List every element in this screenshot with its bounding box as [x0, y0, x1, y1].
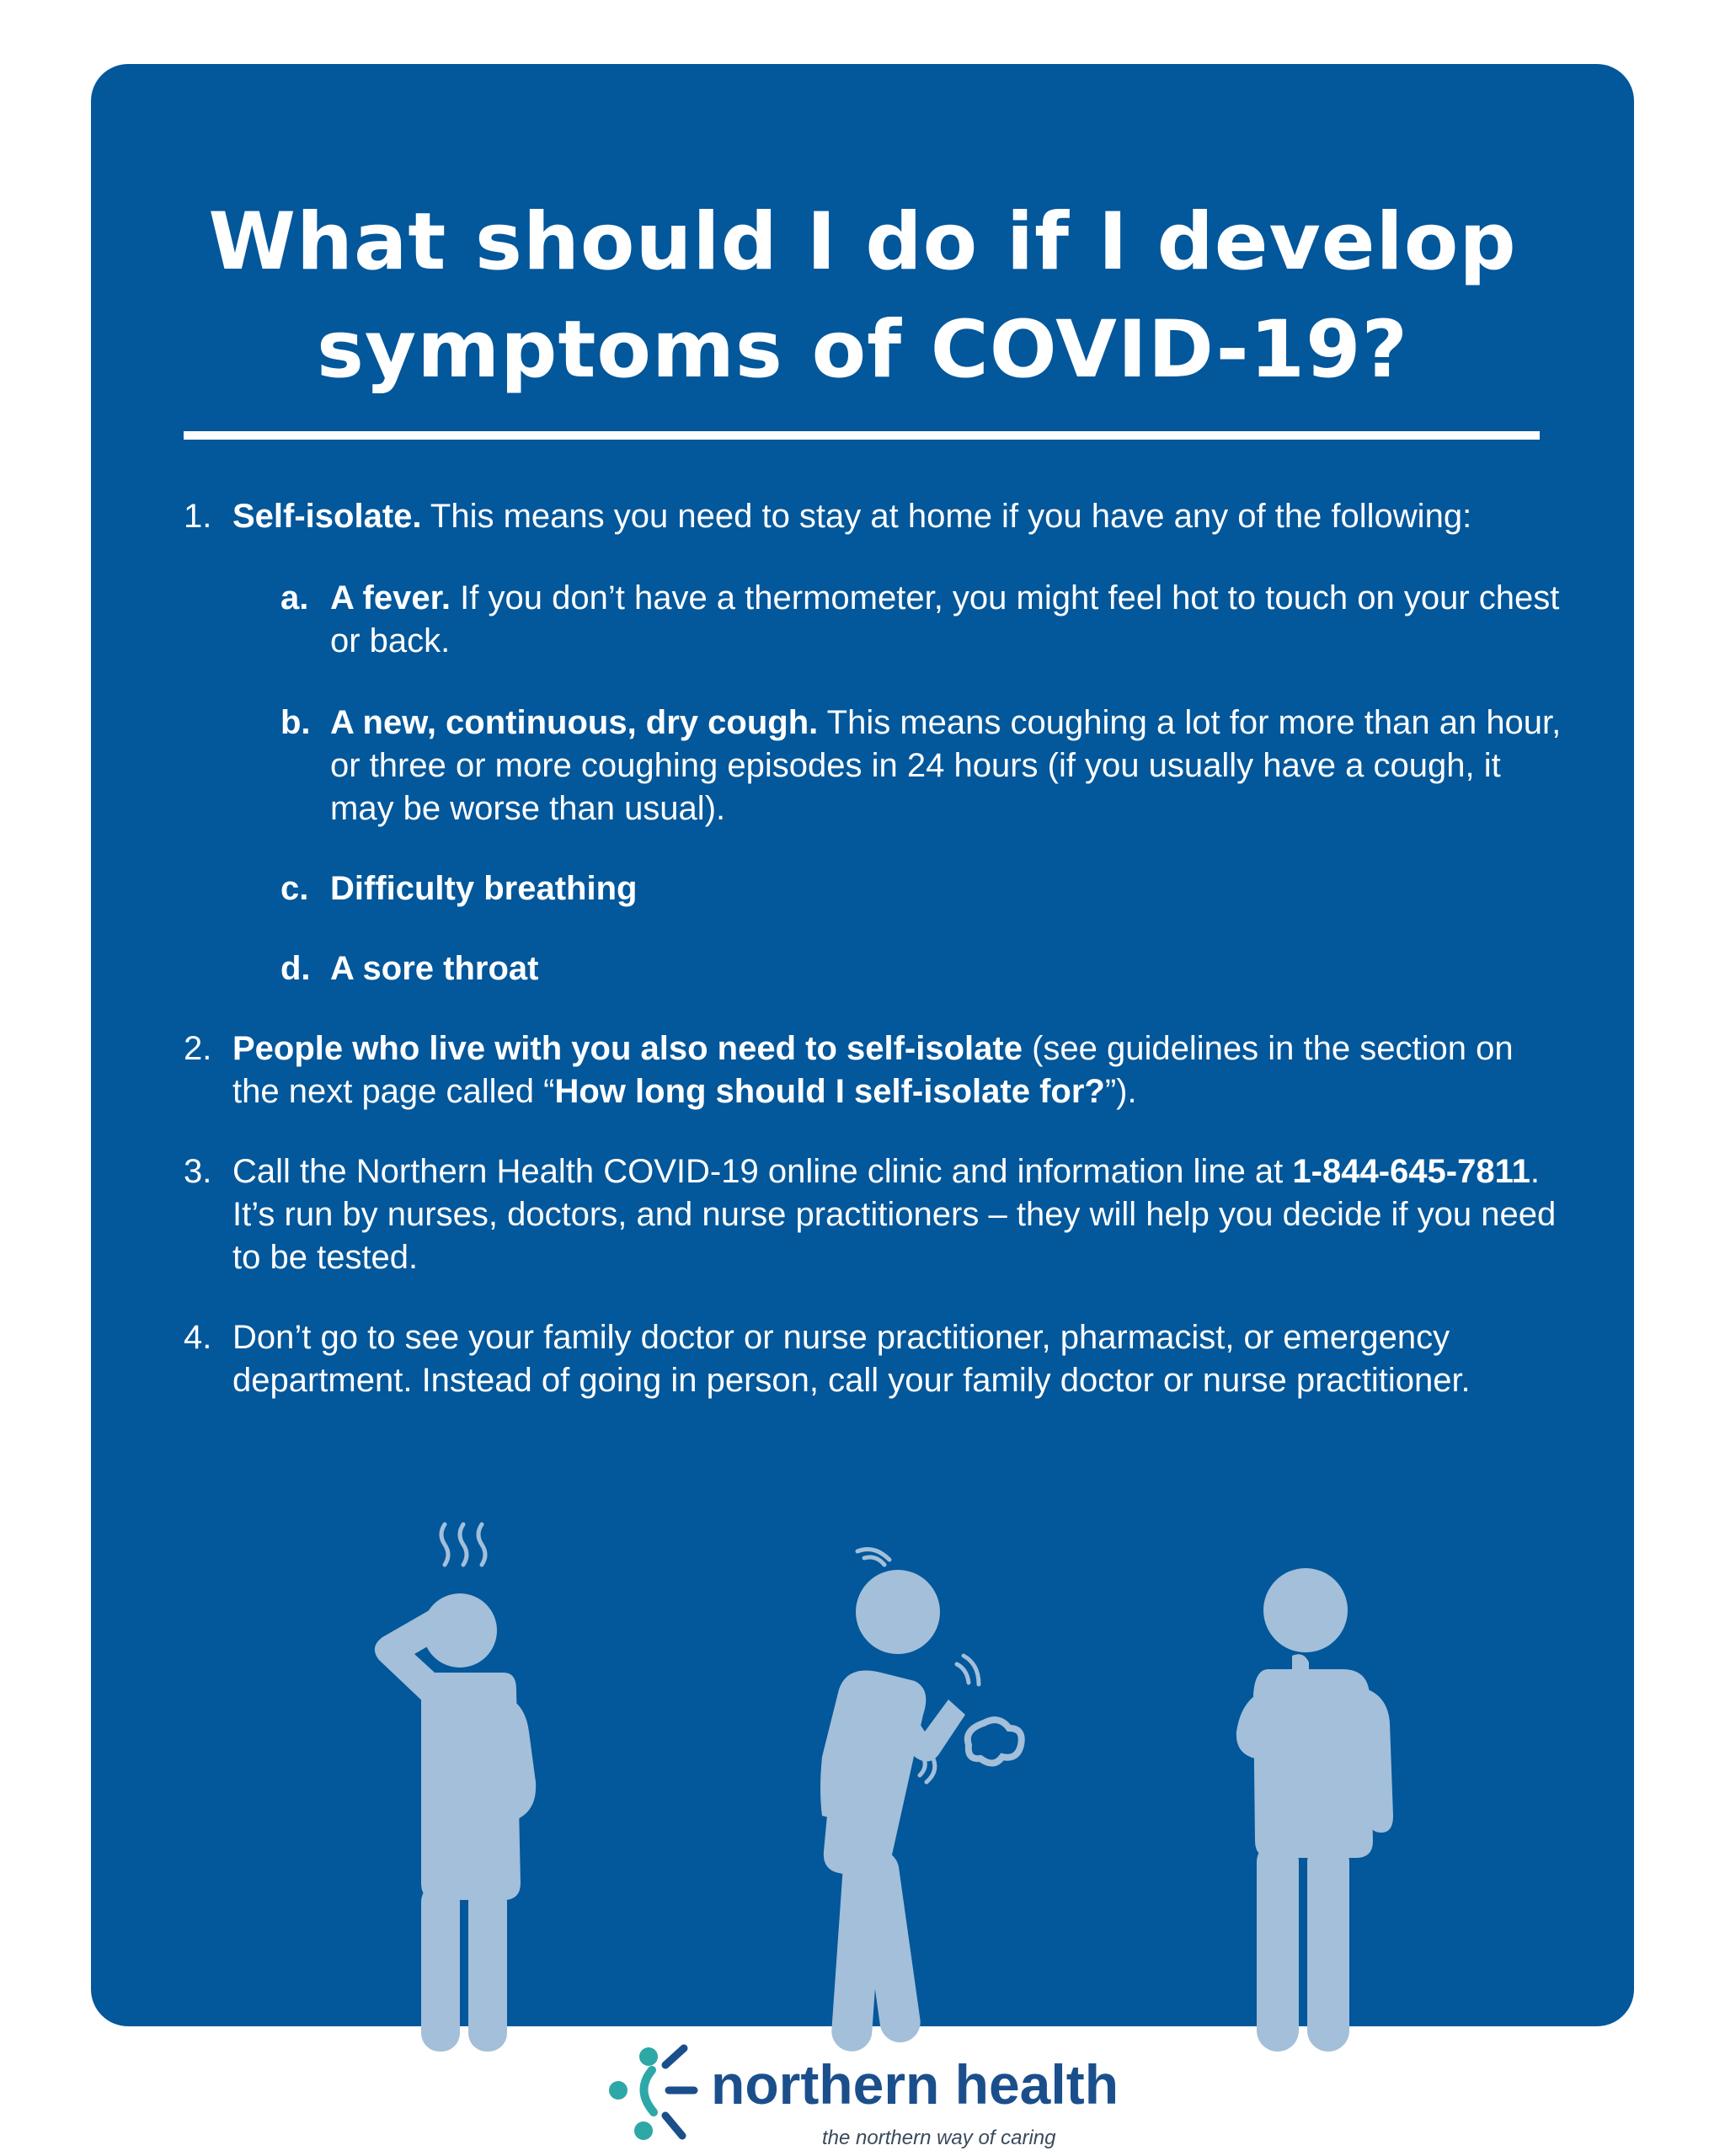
- title-line-2: symptoms of COVID-19?: [316, 304, 1408, 396]
- sub-a-heading: A fever.: [330, 579, 451, 616]
- step-1-sub-b: [184, 702, 1565, 830]
- person-with-fever-icon: [360, 1513, 563, 2052]
- sub-a-text: If you don’t have a thermometer, you might feel hot to touch on your chest or back.: [330, 579, 1560, 659]
- step-1-text: This means you need to stay at home if you have any of the following:: [421, 498, 1472, 535]
- step-1-number: 1.: [184, 498, 212, 535]
- brand-name: northern health: [711, 2053, 1119, 2116]
- step-1-heading: Self-isolate.: [232, 498, 422, 535]
- sub-c-letter: c.: [280, 870, 309, 907]
- step-2-text-2: ”).: [1104, 1073, 1137, 1110]
- step-2-number: 2.: [184, 1030, 212, 1067]
- sub-b-letter: b.: [280, 704, 311, 741]
- step-3-number: 3.: [184, 1153, 212, 1190]
- step-3-text-2: . It’s run by nurses, doctors, and nurse practitioners – they will help you decide if you need to be tested.: [232, 1153, 1557, 1276]
- steps-list: [184, 495, 1565, 1402]
- northern-health-logo: [601, 2031, 1140, 2149]
- step-1-sub-d: [184, 947, 1565, 990]
- person-coughing-icon: [788, 1546, 1066, 2052]
- northern-health-emblem-icon: [609, 2047, 694, 2140]
- title-divider: [184, 431, 1540, 440]
- sub-d-letter: d.: [280, 950, 311, 987]
- person-sore-throat-icon: [1216, 1563, 1410, 2052]
- sub-b-text: This means coughing a lot for more than an hour, or three or more coughing episodes in 24 hours (if you usually have a cough, it may be worse than usual).: [330, 704, 1562, 827]
- phone-number: 1-844-645-7811: [1292, 1153, 1530, 1190]
- sub-b-heading: A new, continuous, dry cough.: [330, 704, 819, 741]
- step-1: [184, 495, 1565, 538]
- step-2: [184, 1027, 1565, 1113]
- sub-a-letter: a.: [280, 579, 309, 616]
- step-1-sub-c: [184, 867, 1565, 910]
- step-4-number: 4.: [184, 1319, 212, 1356]
- sub-c-heading: Difficulty breathing: [330, 870, 638, 907]
- sub-d-heading: A sore throat: [330, 950, 539, 987]
- step-3: [184, 1150, 1565, 1279]
- step-3-text-1: Call the Northern Health COVID-19 online clinic and information line at: [232, 1153, 1293, 1190]
- step-2-section-ref: How long should I self-isolate for?: [554, 1073, 1105, 1110]
- info-panel: [91, 64, 1634, 2026]
- step-4-text: Don’t go to see your family doctor or nurse practitioner, pharmacist, or emergency department. Instead of going in person, call your family doctor or nurse practitioner.: [232, 1319, 1471, 1399]
- step-4: [184, 1316, 1565, 1402]
- step-2-heading: People who live with you also need to self-isolate: [232, 1030, 1023, 1067]
- step-2-text-1: (see guidelines in the section on the next page called “: [232, 1030, 1514, 1110]
- title-line-1: What should I do if I develop: [208, 196, 1517, 288]
- page-title: [91, 189, 1634, 404]
- step-1-sub-a: [184, 577, 1565, 663]
- brand-tagline: the northern way of caring: [822, 2127, 1056, 2149]
